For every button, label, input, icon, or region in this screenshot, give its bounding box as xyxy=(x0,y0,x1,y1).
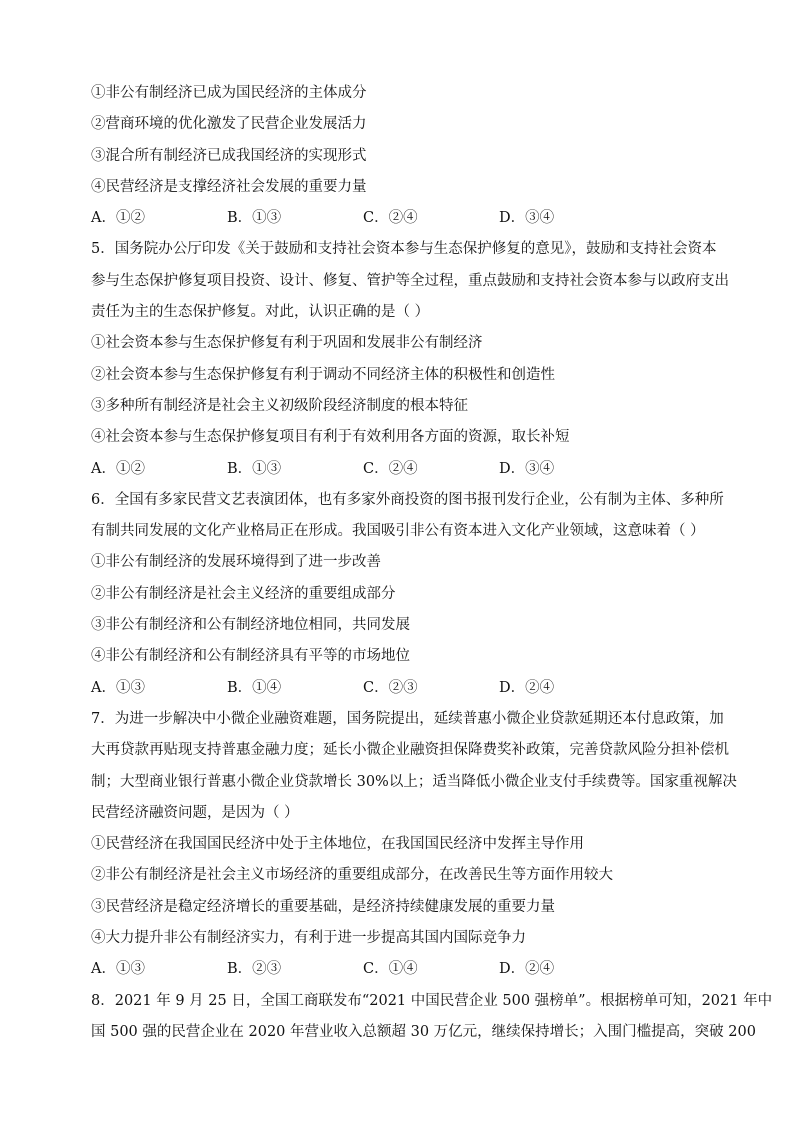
q8-stem-line-2: 国 500 强的民营企业在 2020 年营业收入总额超 30 万亿元，继续保持增长；入围门槛提高，突破 200 xyxy=(91,1023,756,1040)
q5-stem-line-1: 5．国务院办公厅印发《关于鼓励和支持社会资本参与生态保护修复的意见》，鼓励和支持社会资本 xyxy=(91,241,717,258)
q7-statement-4: ④大力提升非公有制经济实力，有利于进一步提高其国内国际竞争力 xyxy=(91,930,526,947)
q6-option-b[interactable]: B．①④ xyxy=(227,679,282,696)
q7-option-c[interactable]: C．①④ xyxy=(363,961,418,978)
question-7 xyxy=(91,704,737,986)
question-8 xyxy=(91,986,773,1049)
q7-stem-line-4: 民营经济融资问题，是因为（ ） xyxy=(91,804,299,821)
exam-page xyxy=(91,78,773,1048)
q7-option-d[interactable]: D．②④ xyxy=(499,961,555,978)
q5-statement-3: ③多种所有制经济是社会主义初级阶段经济制度的根本特征 xyxy=(91,397,468,414)
q7-stem-line-2: 大再贷款再贴现支持普惠金融力度；延长小微企业融资担保降费奖补政策，完善贷款风险分担补偿机 xyxy=(91,742,729,759)
q4-statement-3: ③混合所有制经济已成我国经济的实现形式 xyxy=(91,147,367,164)
q7-stem-line-1: 7．为进一步解决中小微企业融资难题，国务院提出，延续普惠小微企业贷款延期还本付息政策，加 xyxy=(91,710,724,727)
q6-statement-3: ③非公有制经济和公有制经济地位相同，共同发展 xyxy=(91,617,410,634)
q5-stem-line-3: 责任为主的生态保护修复。对此，认识正确的是（ ） xyxy=(91,304,430,321)
q5-option-c[interactable]: C．②④ xyxy=(363,460,418,477)
q7-option-b[interactable]: B．②③ xyxy=(227,961,282,978)
q6-statement-2: ②非公有制经济是社会主义经济的重要组成部分 xyxy=(91,585,396,602)
q5-option-b[interactable]: B．①③ xyxy=(227,460,282,477)
q7-stem-line-3: 制；大型商业银行普惠小微企业贷款增长 30%以上；适当降低小微企业支付手续费等。国家重视解决 xyxy=(91,773,737,790)
q7-option-a[interactable]: A．①③ xyxy=(91,961,145,978)
q7-statement-1: ①民营经济在我国国民经济中处于主体地位，在我国国民经济中发挥主导作用 xyxy=(91,836,584,853)
q6-statement-1: ①非公有制经济的发展环境得到了进一步改善 xyxy=(91,554,381,571)
q4-option-d[interactable]: D．③④ xyxy=(499,210,555,227)
q6-options xyxy=(91,673,703,704)
q5-options xyxy=(91,454,703,485)
q4-statement-2: ②营商环境的优化激发了民营企业发展活力 xyxy=(91,116,367,133)
q4-option-a[interactable]: A．①② xyxy=(91,210,145,227)
q8-stem-line-1: 8．2021 年 9 月 25 日，全国工商联发布“2021 中国民营企业 500 强榜单”。根据榜单可知，2021 年中 xyxy=(91,992,773,1009)
q5-statement-1: ①社会资本参与生态保护修复有利于巩固和发展非公有制经济 xyxy=(91,335,483,352)
q4-statement-4: ④民营经济是支撑经济社会发展的重要力量 xyxy=(91,178,367,195)
q4-statement-1: ①非公有制经济已成为国民经济的主体成分 xyxy=(91,85,367,101)
q4-option-c[interactable]: C．②④ xyxy=(363,210,418,227)
q6-option-a[interactable]: A．①③ xyxy=(91,679,145,696)
question-4 xyxy=(91,78,703,234)
q4-options xyxy=(91,203,703,234)
q6-option-c[interactable]: C．②③ xyxy=(363,679,418,696)
q4-option-b[interactable]: B．①③ xyxy=(227,210,282,227)
q5-stem-line-2: 参与生态保护修复项目投资、设计、修复、管护等全过程，重点鼓励和支持社会资本参与以政府支出 xyxy=(91,272,729,289)
q6-stem-line-2: 有制共同发展的文化产业格局正在形成。我国吸引非公有资本进入文化产业领域，这意味着（ ） xyxy=(91,523,705,540)
q5-statement-4: ④社会资本参与生态保护修复项目有利于有效利用各方面的资源，取长补短 xyxy=(91,429,570,446)
q7-statement-3: ③民营经济是稳定经济增长的重要基础，是经济持续健康发展的重要力量 xyxy=(91,898,555,915)
question-5 xyxy=(91,234,729,484)
q5-option-d[interactable]: D．③④ xyxy=(499,460,555,477)
q6-option-d[interactable]: D．②④ xyxy=(499,679,555,696)
q5-statement-2: ②社会资本参与生态保护修复有利于调动不同经济主体的积极性和创造性 xyxy=(91,366,555,383)
q6-statement-4: ④非公有制经济和公有制经济具有平等的市场地位 xyxy=(91,648,410,665)
question-6 xyxy=(91,485,724,704)
q7-options xyxy=(91,954,703,985)
q5-option-a[interactable]: A．①② xyxy=(91,460,145,477)
q6-stem-line-1: 6．全国有多家民营文艺表演团体，也有多家外商投资的图书报刊发行企业，公有制为主体、多种所 xyxy=(91,491,724,508)
q7-statement-2: ②非公有制经济是社会主义市场经济的重要组成部分，在改善民生等方面作用较大 xyxy=(91,867,613,884)
